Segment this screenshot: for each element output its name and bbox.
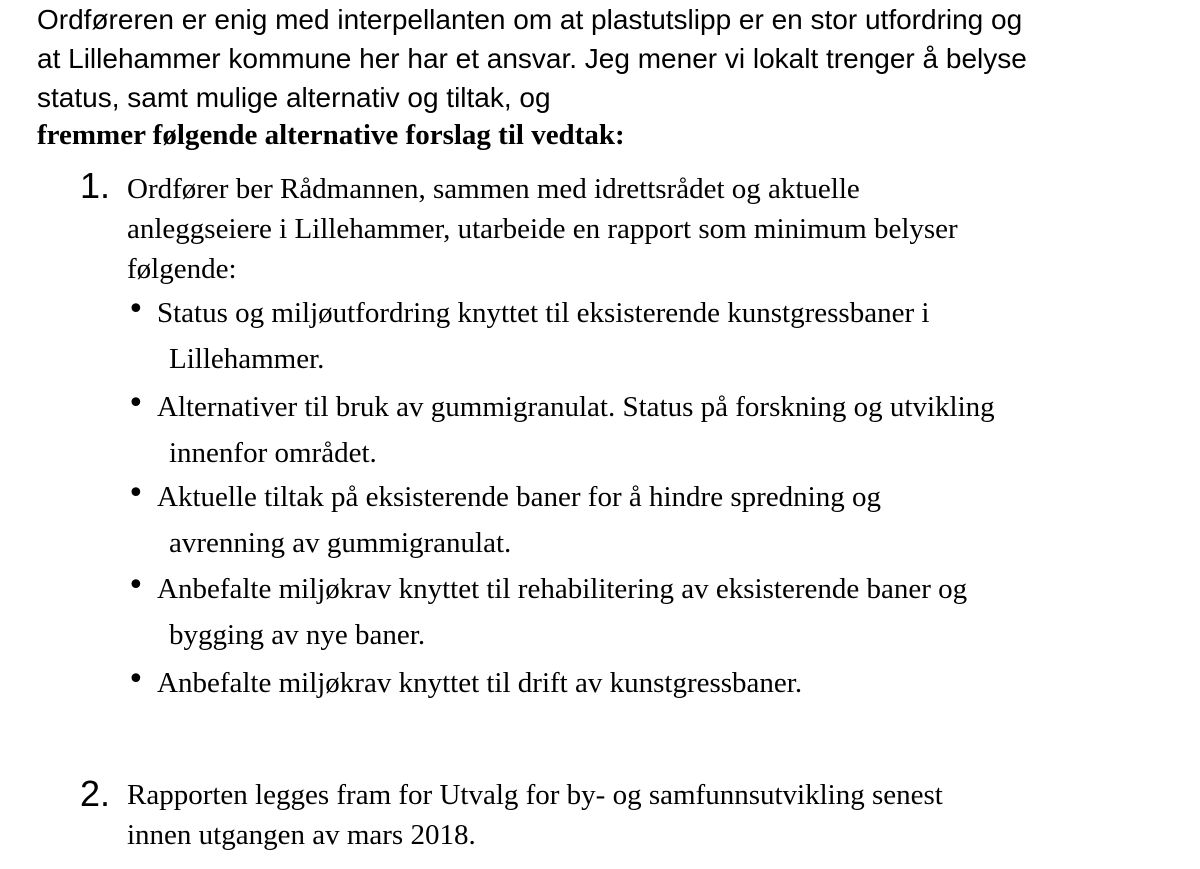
bullet-text	[157, 660, 1187, 706]
item-2-text	[127, 775, 1177, 855]
bullet-4-line-2: bygging av nye baner.	[169, 619, 426, 651]
proposal-heading: fremmer følgende alternative forslag til vedtak:	[37, 119, 625, 151]
item-1-line-2: anleggseiere i Lillehammer, utarbeide en rapport som minimum belyser	[127, 213, 958, 245]
bullet-icon: •	[127, 292, 145, 327]
bullet-3-line-2: avrenning av gummigranulat.	[169, 527, 512, 559]
item-2-number: 2.	[80, 773, 111, 814]
bullet-4-line-1: Anbefalte miljøkrav knyttet til rehabilitering av eksisterende baner og	[157, 573, 968, 605]
intro-line-1: Ordføreren er enig med interpellanten om at plastutslipp er en stor utfordring og	[37, 4, 1023, 35]
bullet-2-line-2: innenfor området.	[169, 437, 377, 469]
item-1-line-1: Ordfører ber Rådmannen, sammen med idrettsrådet og aktuelle	[127, 173, 860, 205]
intro-line-2: at Lillehammer kommune her har et ansvar. Jeg mener vi lokalt trenger å belyse	[37, 43, 1027, 74]
bullet-3-line-1: Aktuelle tiltak på eksisterende baner for å hindre spredning og	[157, 481, 881, 513]
bullet-icon: •	[127, 476, 145, 511]
item-2-line-2: innen utgangen av mars 2018.	[127, 819, 476, 851]
item-1-line-3: følgende:	[127, 253, 237, 285]
bullet-text	[157, 290, 1187, 382]
bullet-text	[157, 474, 1187, 566]
bullet-text	[157, 566, 1187, 658]
bullet-1-line-1: Status og miljøutfordring knyttet til eksisterende kunstgressbaner i	[157, 297, 930, 329]
bullet-text	[157, 384, 1187, 476]
item-1-number: 1.	[80, 165, 111, 206]
item-1-text	[127, 169, 1177, 289]
intro-paragraph	[37, 0, 1187, 117]
bullet-icon: •	[127, 568, 145, 603]
bullet-icon: •	[127, 386, 145, 421]
bullet-1-line-2: Lillehammer.	[169, 343, 325, 375]
bullet-icon: •	[127, 662, 145, 697]
bullet-2-line-1: Alternativer til bruk av gummigranulat. Status på forskning og utvikling	[157, 391, 995, 423]
bullet-5-line-1: Anbefalte miljøkrav knyttet til drift av kunstgressbaner.	[157, 667, 803, 699]
item-2-line-1: Rapporten legges fram for Utvalg for by- og samfunnsutvikling senest	[127, 779, 943, 811]
intro-line-3: status, samt mulige alternativ og tiltak, og	[37, 82, 551, 113]
